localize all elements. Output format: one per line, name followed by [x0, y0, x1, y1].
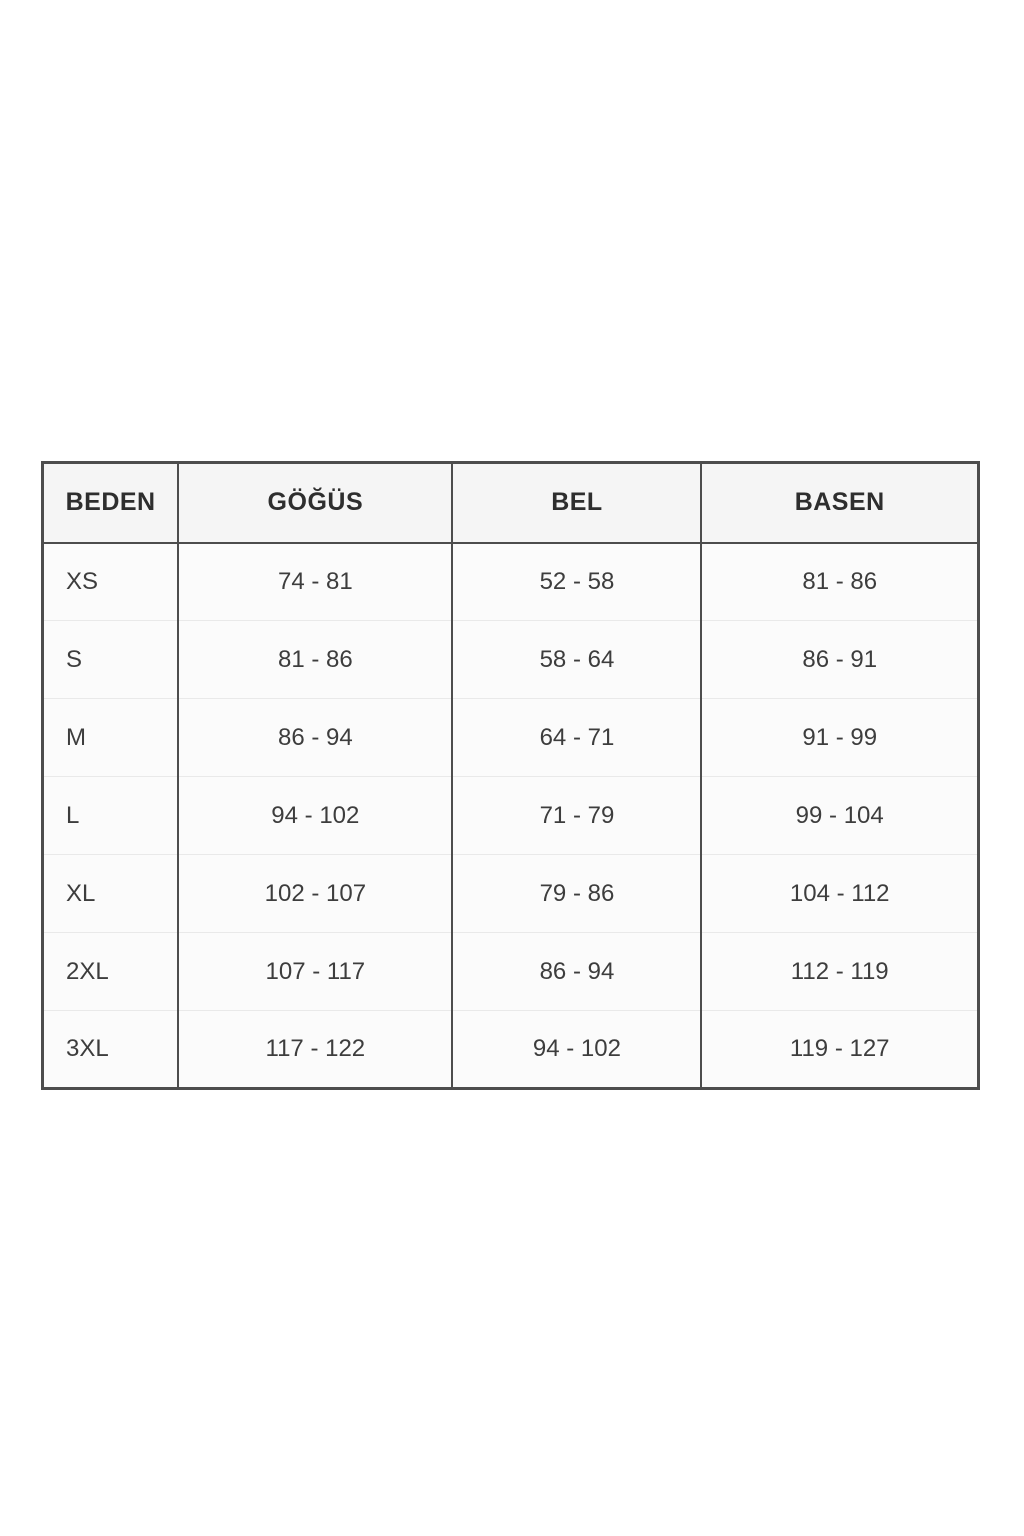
size-cell: S: [43, 621, 179, 699]
size-chart-table: [41, 461, 980, 1090]
size-cell: 3XL: [43, 1011, 179, 1089]
waist-measurement-cell: 64 - 71: [452, 699, 701, 777]
table-row-3xl: [43, 1011, 979, 1089]
chest-measurement-cell: 102 - 107: [178, 855, 452, 933]
waist-measurement-cell: 71 - 79: [452, 777, 701, 855]
waist-measurement-cell: 94 - 102: [452, 1011, 701, 1089]
hips-measurement-cell: 119 - 127: [701, 1011, 978, 1089]
waist-measurement-cell: 79 - 86: [452, 855, 701, 933]
column-header-hips: BASEN: [701, 463, 978, 543]
hips-measurement-cell: 112 - 119: [701, 933, 978, 1011]
hips-measurement-cell: 104 - 112: [701, 855, 978, 933]
table-row-xs: [43, 543, 979, 621]
size-chart-body: [43, 543, 979, 1089]
chest-measurement-cell: 94 - 102: [178, 777, 452, 855]
hips-measurement-cell: 91 - 99: [701, 699, 978, 777]
size-cell: 2XL: [43, 933, 179, 1011]
table-row-m: [43, 699, 979, 777]
hips-measurement-cell: 99 - 104: [701, 777, 978, 855]
column-header-waist: BEL: [452, 463, 701, 543]
chest-measurement-cell: 74 - 81: [178, 543, 452, 621]
hips-measurement-cell: 81 - 86: [701, 543, 978, 621]
size-cell: M: [43, 699, 179, 777]
size-chart-header: [43, 463, 979, 543]
table-row-xl: [43, 855, 979, 933]
table-row-s: [43, 621, 979, 699]
waist-measurement-cell: 86 - 94: [452, 933, 701, 1011]
table-row-l: [43, 777, 979, 855]
chest-measurement-cell: 117 - 122: [178, 1011, 452, 1089]
column-header-chest: GÖĞÜS: [178, 463, 452, 543]
size-cell: XL: [43, 855, 179, 933]
waist-measurement-cell: 52 - 58: [452, 543, 701, 621]
size-cell: XS: [43, 543, 179, 621]
header-row: [43, 463, 979, 543]
chest-measurement-cell: 81 - 86: [178, 621, 452, 699]
table-row-2xl: [43, 933, 979, 1011]
hips-measurement-cell: 86 - 91: [701, 621, 978, 699]
chest-measurement-cell: 107 - 117: [178, 933, 452, 1011]
waist-measurement-cell: 58 - 64: [452, 621, 701, 699]
column-header-size: BEDEN: [43, 463, 179, 543]
chest-measurement-cell: 86 - 94: [178, 699, 452, 777]
size-cell: L: [43, 777, 179, 855]
